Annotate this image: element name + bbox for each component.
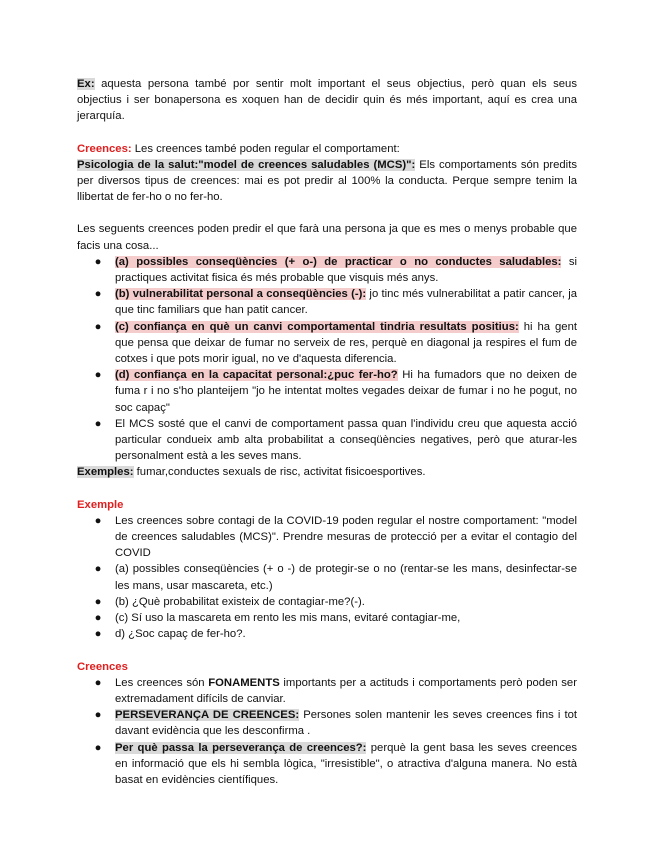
ex-label: Ex: [77, 78, 95, 90]
creences-intro-line [77, 141, 577, 157]
fonaments-bold: FONAMENTS [208, 676, 280, 689]
list-item: ● PERSEVERANÇA DE CREENCES: Persones solen mantenir les seves creences fins i tot davant evidència que les desconfirma . [94, 709, 578, 738]
item-label: (a) possibles conseqüències (+ o-) de practicar o no conductes saludables: [115, 255, 562, 268]
item-text: jo tinc més vulnerabilitat a patir cancer, ja que tinc familiars que han patit cancer. [115, 288, 577, 317]
list-item: ● Les creences són FONAMENTS importants per a actituds i comportaments però poden ser extremadament difícils de canviar. [94, 676, 577, 705]
item-text: El MCS sosté que el canvi de comportament passa quan l'individu creu que aquesta acció particular condueix amb alta probabilitat a conseqüències negatives, però que aturar-les personalment està a les seves mans. [115, 417, 577, 463]
document-page [77, 76, 577, 788]
item-label: (c) confiança en què un canvi comportamental tindria resultats positius: [115, 320, 519, 333]
exemple-list [77, 513, 577, 643]
list-item: ● (d) confiança en la capacitat personal:¿puc fer-ho? Hi ha fumadors que no deixen de fuma r i no s'ho planteijem "jo he intentat moltes vegades deixar de fumar i no he pogut, no soc capaç" [94, 369, 577, 414]
exemples-paragraph [77, 464, 577, 480]
psicologia-paragraph [77, 157, 577, 206]
creences-heading: Creences: [77, 142, 132, 155]
list-item: ● (c) confiança en què un canvi comportamental tindria resultats positius: hi ha gent que pensa que deixar de fumar no serveix de res, perquè en diagonal ja respires el fum de cotxes i que pots morir igual, no ve d'aquesta diferencia. [94, 320, 577, 366]
exemple-heading: Exemple [77, 498, 124, 511]
list-item: ● El MCS sosté que el canvi de comportament passa quan l'individu creu que aquesta acció particular condueix amb alta probabilitat a conseqüències negatives, però que aturar-les personalment està a les seves mans. [94, 417, 577, 463]
creences-heading-rest: Les creences també poden regular el comportament: [131, 142, 400, 155]
psicologia-text: Els comportaments són predits per diversos tipus de creences: mai es pot predir al 100% la conducta. Perque sempre tenim la llibertat de fer-ho o no fer-ho. [77, 158, 577, 204]
item-text: hi ha gent que pensa que deixar de fumar no serveix de res, perquè en diagonal ja respires el fum de cotxes i que pots morir igual, no ve d'aquesta diferencia. [115, 320, 577, 366]
list-item: ● (b) ¿Què probabilitat existeix de contagiar-me?(-). [94, 595, 365, 608]
list-item: ● Les creences sobre contagi de la COVID-19 poden regular el nostre comportament: "model de creences saludables (MCS)". Prendre mesuras de protecció per a evitar el contagio del COVID [94, 514, 577, 560]
list-item: ● (b) vulnerabilitat personal a conseqüències (-): jo tinc més vulnerabilitat a patir cancer, ja que tinc familiars que han patit cancer. [94, 288, 577, 317]
creences2-list [77, 675, 577, 788]
list-item: ● (a) possibles conseqüències (+ o-) de practicar o no conductes saludables: si practiques activitat fisica és més probable que visquis més anys. [94, 255, 577, 285]
ex-paragraph [77, 76, 577, 125]
item-label: (d) confiança en la capacitat personal:¿puc fer-ho? [115, 369, 398, 382]
list-item: ● (a) possibles conseqüències (+ o -) de protegir-se o no (rentar-se les mans, desinfectar-se les mans, usar mascareta, etc.) [94, 563, 577, 592]
list-item: ● (c) Sí uso la mascareta em rento les mis mans, evitaré contagiar-me, [94, 612, 461, 625]
seguents-paragraph: Les seguents creences poden predir el que farà una persona ja que es mes o menys probable que facis una cosa... [77, 223, 577, 252]
per-que-label: Per què passa la perseverança de creences?: [115, 741, 367, 754]
item-text: Hi ha fumadors que no deixen de fuma r i no s'ho planteijem "jo he intentat moltes vegades deixar de fumar i no he pogut, no soc capaç" [115, 369, 577, 414]
psicologia-label: Psicologia de la salut:"model de creences saludables (MCS)": [77, 158, 416, 171]
item-text: si practiques activitat fisica és més probable que visquis més anys. [115, 255, 577, 285]
ex-text: aquesta persona també por sentir molt important el seus objectius, però quan els seus objectius i ser bonapersona es xoquen han de decidir quin és més important, aquí es crea una jerarquía. [77, 78, 577, 123]
item-label: (b) vulnerabilitat personal a conseqüències (-): [115, 288, 367, 301]
creences2-heading: Creences [77, 660, 128, 673]
exemples-label: Exemples: [77, 466, 134, 479]
creences-list [77, 254, 577, 465]
list-item: ● Per què passa la perseverança de creences?: perquè la gent basa les seves creences en informació que els hi sembla lògica, "irresistible", o atractiva d'alguna manera. No està basat en evidències científiques. [94, 741, 577, 786]
list-item: ● d) ¿Soc capaç de fer-ho?. [94, 628, 246, 641]
exemples-text: fumar,conductes sexuals de risc, activitat fisicoesportives. [133, 466, 426, 479]
perseveranca-label: PERSEVERANÇA DE CREENCES: [115, 709, 300, 722]
